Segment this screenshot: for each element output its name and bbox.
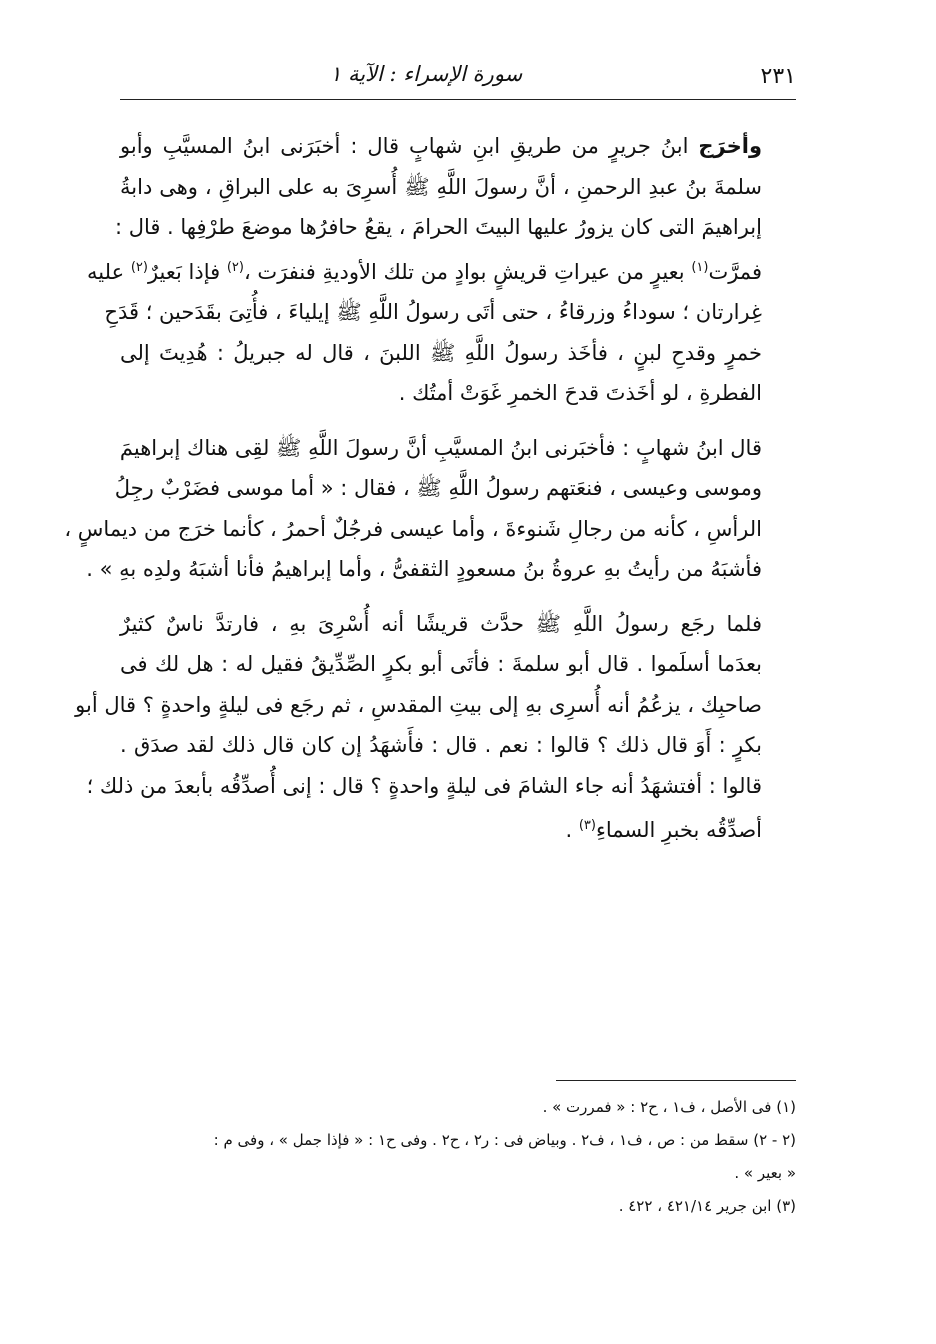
text-line: قال ابنُ شهابٍ : فأخبَرنى ابنُ المسيَّبِ أنَّ رسولَ اللَّهِ ﷺ لقِى هناك إبراهيمَ	[119, 435, 762, 460]
text-line: صاحبِك ، يزعُمُ أنه أُسرِى بهِ إلى بيتِ المقدسِ ، ثم رجَع فى ليلةٍ واحدةٍ ؟ قال أبو	[75, 692, 762, 717]
page-number: ٢٣١	[760, 64, 796, 89]
footnote-3: (٣) ابن جرير ٤٢١/١٤ ، ٤٢٢ .	[618, 1197, 796, 1215]
footnote-ref-2-end: (٢)	[130, 259, 148, 275]
text-line: خمرٍ وقدحِ لبنٍ ، فأخَذ رسولُ اللَّهِ ﷺ اللبنَ ، قال له جبريلُ : هُدِيتَ إلى	[120, 340, 762, 365]
text-line: غِرارتان ؛ سوداءُ وزرقاءُ ، حتى أتَى رسولُ اللَّهِ ﷺ إيلياءَ ، فأُتِىَ بقَدَحين ؛ قَدَحِ	[104, 300, 762, 324]
paragraph-3	[75, 604, 796, 851]
paragraph-2	[64, 428, 796, 590]
text-line: فلما رجَع رسولُ اللَّهِ ﷺ حدَّث قريشًا أنه أُسْرِىَ بهِ ، فارتدَّ ناسٌ كثيرٌ	[120, 611, 762, 636]
page-header	[120, 58, 796, 94]
text-line: بعدَما أسلَموا . قال أبو سلمةَ : فأتَى أبو بكرٍ الصِّدِّيقُ فقيل له : هل لك فى	[120, 652, 762, 676]
text-line: بكرٍ : أَوَ قال ذلك ؟ قالوا : نعم . قال : فأَشهَدُ إن كان قال ذلك لقد صدَق .	[120, 733, 762, 757]
footnote-rule	[556, 1080, 796, 1081]
footnotes	[120, 1092, 796, 1221]
main-text	[64, 126, 796, 851]
text-line: أصدِّقُه بخبرِ السماءِ$^{(٣)}$ .	[565, 818, 762, 842]
text-line: الفطرةِ ، لو أخَذتَ قدحَ الخمرِ غَوَتْ أمتُك .	[398, 381, 762, 405]
footnote-ref-1: (١)	[691, 259, 709, 275]
footnote-ref-2-start: (٢)	[226, 259, 244, 275]
footnote-ref-3: (٣)	[578, 818, 596, 833]
text-line: فمرَّت$^{(١)}$ بعيرٍ من عيراتِ قريشٍ بوادٍ من تلك الأوديةِ فنفرَت ،$^{(٢)}$ فإذا بَعيرٌ$^{(٢)}$ عليه	[87, 259, 762, 284]
paragraph-1	[87, 126, 796, 414]
text-line: الرأسِ ، كأنه من رجالِ شَنوءةَ ، وأما عيسى فرجُلٌ أحمرُ ، كأنما خرَج من ديماسٍ ،	[64, 516, 762, 541]
text-line: سلمةَ بنُ عبدِ الرحمنِ ، أنَّ رسولَ اللَّهِ ﷺ أُسرِىَ به على البراقِ ، وهى دابةُ	[120, 174, 762, 199]
header-rule	[120, 99, 796, 100]
running-title: سورة الإسراء : الآية ١	[330, 62, 523, 86]
text-line: فأشبَهُ من رأيتُ بهِ عروةُ بنُ مسعودٍ الثقفىُّ ، وأما إبراهيمُ فأنا أشبَهُ ولدِه بهِ » .	[86, 557, 762, 581]
footnote-2: (٢ - ٢) سقط من : ص ، ف١ ، ف٢ . وبياض فى : ر٢ ، ح٢ . وفى ح١ : « فإذا جمل » ، وفى م :	[213, 1131, 796, 1149]
footnote-2-continued: « بعير » .	[734, 1164, 796, 1182]
lead-word: وأخرَج	[698, 134, 762, 158]
text-line: قالوا : أفتشهَدُ أنه جاء الشامَ فى ليلةٍ واحدةٍ ؟ قال : إنى أُصدِّقُه بأبعدَ من ذلك ؛	[86, 773, 762, 798]
text-line: وأخرَج ابنُ جريرٍ من طريقِ ابنِ شهابٍ قال : أخبَرَنى ابنُ المسيَّبِ وأبو	[120, 134, 762, 158]
footnote-1: (١) فى الأصل ، ف١ ، ح٢ : « فمررت » .	[542, 1098, 796, 1116]
text-line: إبراهيمَ التى كان يزورُ عليها البيتَ الحرامَ ، يقعُ حافرُها موضعَ طرْفِها . قال :	[114, 215, 762, 239]
text-line: وموسى وعيسى ، فنعَتهم رسولُ اللَّهِ ﷺ ، فقال : « أما موسى فضَرْبٌ رجِلُ	[114, 476, 762, 500]
